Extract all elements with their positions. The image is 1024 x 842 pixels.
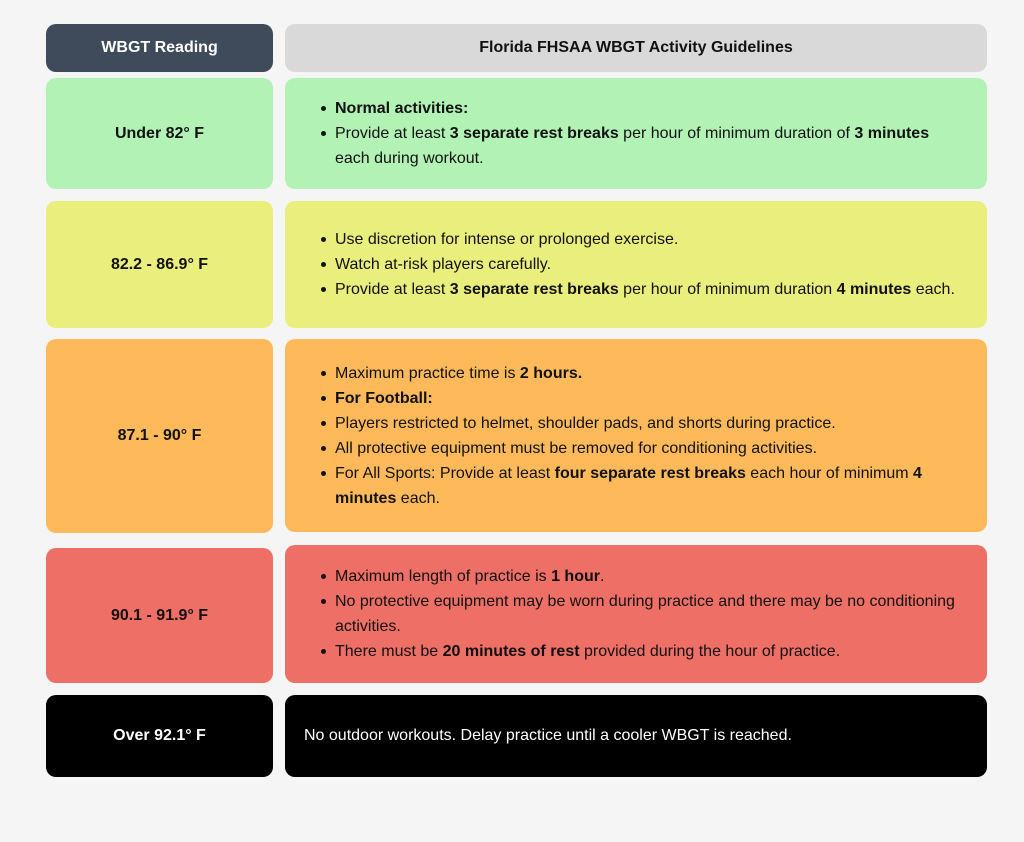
header-wbgt-reading: WBGT Reading (46, 24, 273, 72)
guideline-item: Use discretion for intense or prolonged exercise. (335, 227, 955, 252)
reading-under-82: Under 82° F (46, 78, 273, 189)
guideline-item: Maximum length of practice is 1 hour. (335, 564, 957, 589)
reading-over-92-1: Over 92.1° F (46, 695, 273, 777)
guideline-item: Watch at-risk players carefully. (335, 252, 955, 277)
header-guidelines-title: Florida FHSAA WBGT Activity Guidelines (285, 24, 987, 72)
guideline-82-2-to-86-9 (285, 201, 987, 328)
guideline-text: No outdoor workouts. Delay practice until a cooler WBGT is reached. (304, 727, 792, 744)
guideline-item: For All Sports: Provide at least four separate rest breaks each hour of minimum 4 minutes each. (335, 461, 957, 511)
reading-90-1-to-91-9: 90.1 - 91.9° F (46, 548, 273, 683)
guideline-item: For Football: (335, 386, 957, 411)
guideline-under-82 (285, 78, 987, 189)
guideline-over-92-1 (285, 695, 987, 777)
guideline-list (285, 564, 987, 664)
guideline-87-1-to-90 (285, 339, 987, 532)
guideline-item: No protective equipment may be worn during practice and there may be no conditioning activities. (335, 589, 957, 639)
guideline-item: Provide at least 3 separate rest breaks per hour of minimum duration 4 minutes each. (335, 277, 955, 302)
guideline-list (285, 227, 985, 302)
reading-87-1-to-90: 87.1 - 90° F (46, 339, 273, 533)
reading-82-2-to-86-9: 82.2 - 86.9° F (46, 201, 273, 328)
guideline-list (285, 361, 987, 511)
guideline-item: Maximum practice time is 2 hours. (335, 361, 957, 386)
guideline-item: All protective equipment must be removed for conditioning activities. (335, 436, 957, 461)
guideline-item: Players restricted to helmet, shoulder pads, and shorts during practice. (335, 411, 957, 436)
guideline-item: There must be 20 minutes of rest provided during the hour of practice. (335, 639, 957, 664)
guideline-item: Provide at least 3 separate rest breaks per hour of minimum duration of 3 minutes each during workout. (335, 121, 957, 171)
guideline-90-1-to-91-9 (285, 545, 987, 683)
guideline-list (285, 96, 987, 171)
guideline-item: Normal activities: (335, 96, 957, 121)
